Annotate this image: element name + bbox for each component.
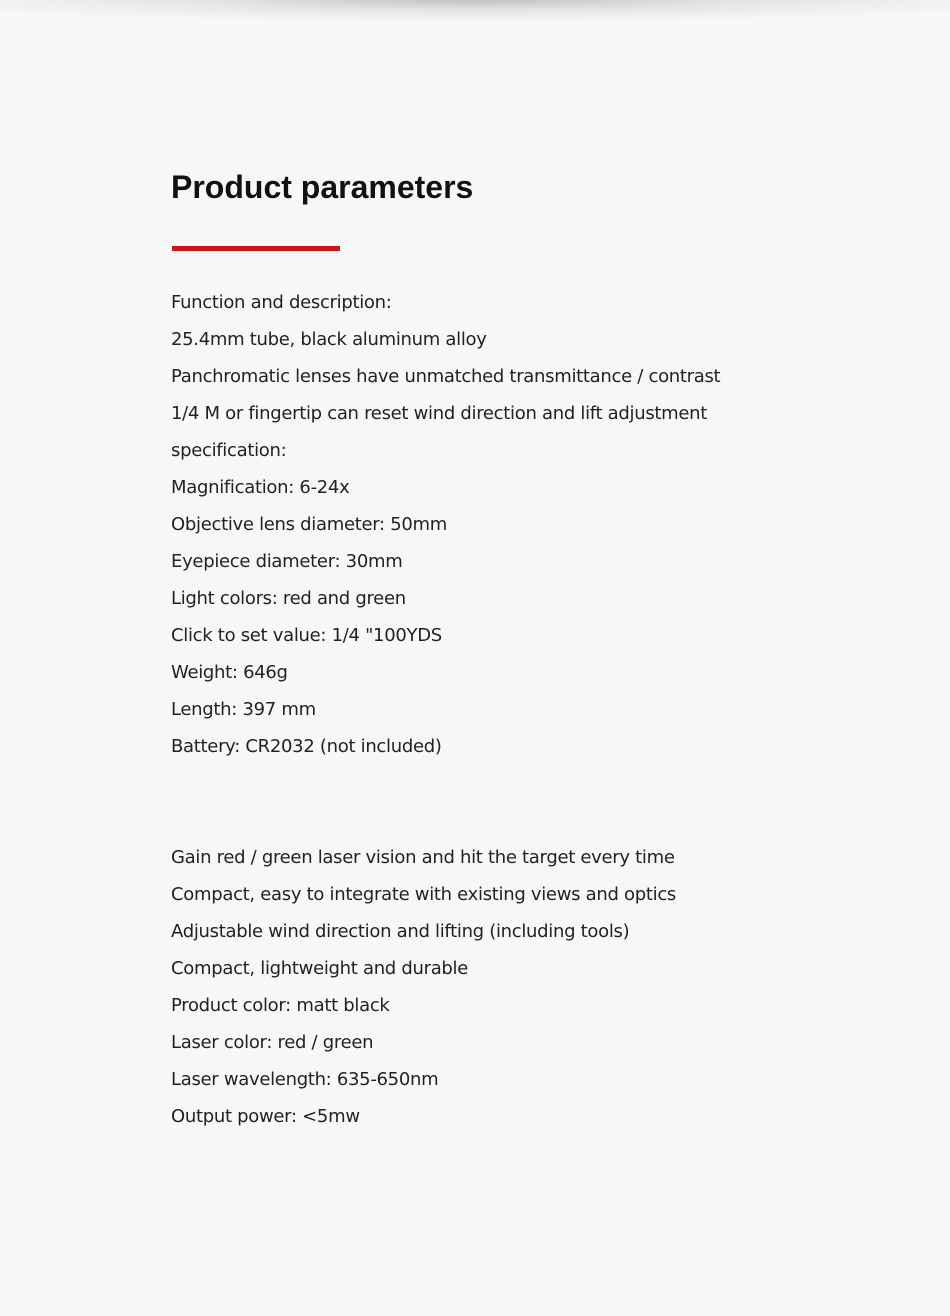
feature-line: Laser color: red / green (171, 1032, 374, 1053)
top-shadow (0, 0, 950, 22)
spec-line: Light colors: red and green (171, 588, 406, 609)
feature-line: Compact, easy to integrate with existing views and optics (171, 884, 676, 905)
spec-line: Objective lens diameter: 50mm (171, 514, 447, 535)
spec-line: 25.4mm tube, black aluminum alloy (171, 329, 487, 350)
spec-line: specification: (171, 440, 287, 461)
feature-list (171, 839, 676, 1135)
title-underline-accent (172, 246, 340, 251)
spec-line: Battery: CR2032 (not included) (171, 736, 442, 757)
feature-line: Compact, lightweight and durable (171, 958, 469, 979)
feature-line: Product color: matt black (171, 995, 390, 1016)
page-title: Product parameters (171, 169, 474, 205)
spec-line: Magnification: 6-24x (171, 477, 350, 498)
spec-line: Function and description: (171, 292, 392, 313)
feature-line: Laser wavelength: 635-650nm (171, 1069, 439, 1090)
feature-line: Gain red / green laser vision and hit the target every time (171, 847, 675, 868)
spec-line: Click to set value: 1/4 "100YDS (171, 625, 442, 646)
spec-line: Weight: 646g (171, 662, 288, 683)
feature-line: Output power: <5mw (171, 1106, 360, 1127)
spec-line: Length: 397 mm (171, 699, 316, 720)
spec-line: 1/4 M or fingertip can reset wind direction and lift adjustment (171, 403, 708, 424)
feature-line: Adjustable wind direction and lifting (including tools) (171, 921, 630, 942)
spec-line: Eyepiece diameter: 30mm (171, 551, 403, 572)
spec-line: Panchromatic lenses have unmatched transmittance / contrast (171, 366, 721, 387)
specification-list (171, 284, 720, 765)
